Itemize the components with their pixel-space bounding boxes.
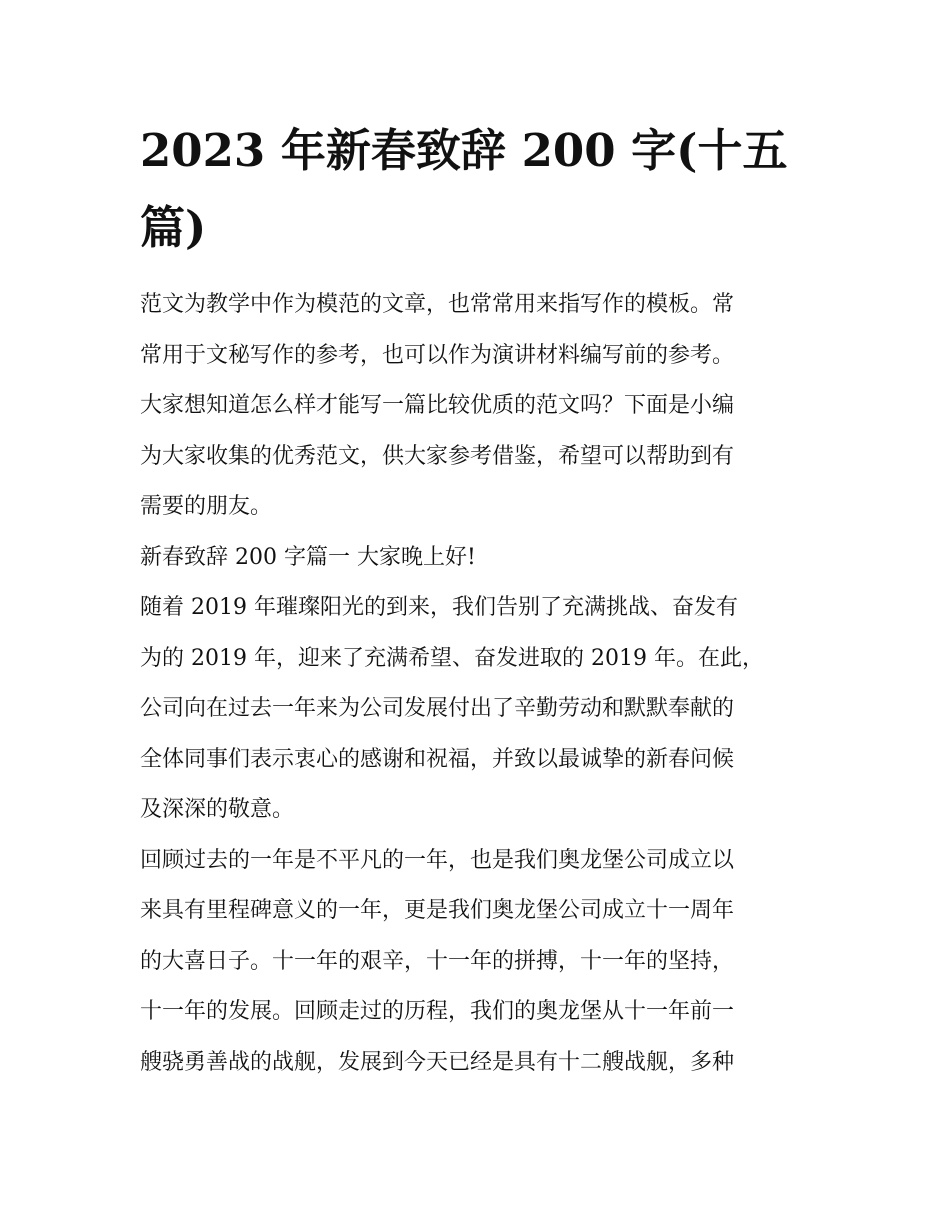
paragraph-intro xyxy=(140,280,812,533)
paragraph-review xyxy=(140,836,812,1089)
text-line: 的大喜日子。十一年的艰辛，十一年的拼搏，十一年的坚持， xyxy=(140,948,735,974)
text-line: 需要的朋友。 xyxy=(140,494,273,519)
text-line: 随着 2019 年璀璨阳光的到来，我们告别了充满挑战、奋发有 xyxy=(140,595,738,620)
text-line: 十一年的发展。回顾走过的历程，我们的奥龙堡从十一年前一 xyxy=(140,999,735,1024)
section-heading-line xyxy=(140,533,812,584)
text-line: 公司向在过去一年来为公司发展付出了辛勤劳动和默默奉献的 xyxy=(140,696,735,721)
text-line: 艘骁勇善战的战舰，发展到今天已经是具有十二艘战舰，多种 xyxy=(140,1049,735,1075)
text-line: 常用于文秘写作的参考，也可以作为演讲材料编写前的参考。 xyxy=(140,342,735,368)
text-line: 范文为教学中作为模范的文章，也常常用来指写作的模板。常 xyxy=(140,292,735,317)
text-line: 新春致辞 200 字篇一 大家晚上好! xyxy=(140,544,476,570)
text-line: 大家想知道怎么样才能写一篇比较优质的范文吗？下面是小编 xyxy=(140,393,735,418)
body-text xyxy=(140,280,812,1088)
text-line: 回顾过去的一年是不平凡的一年，也是我们奥龙堡公司成立以 xyxy=(140,847,735,873)
text-line: 全体同事们表示衷心的感谢和祝福，并致以最诚挚的新春问候 xyxy=(140,746,735,772)
title-line: 篇) xyxy=(140,201,207,254)
document-content xyxy=(140,112,812,1088)
text-line: 来具有里程碑意义的一年，更是我们奥龙堡公司成立十一周年 xyxy=(140,898,735,923)
page-title xyxy=(140,112,800,266)
title-line: 2023 年新春致辞 200 字(十五 xyxy=(140,124,788,177)
text-line: 及深深的敬意。 xyxy=(140,797,295,822)
paragraph-greeting xyxy=(140,583,812,836)
text-line: 为大家收集的优秀范文，供大家参考借鉴，希望可以帮助到有 xyxy=(140,443,735,469)
text-line: 为的 2019 年，迎来了充满希望、奋发进取的 2019 年。在此， xyxy=(140,645,764,671)
